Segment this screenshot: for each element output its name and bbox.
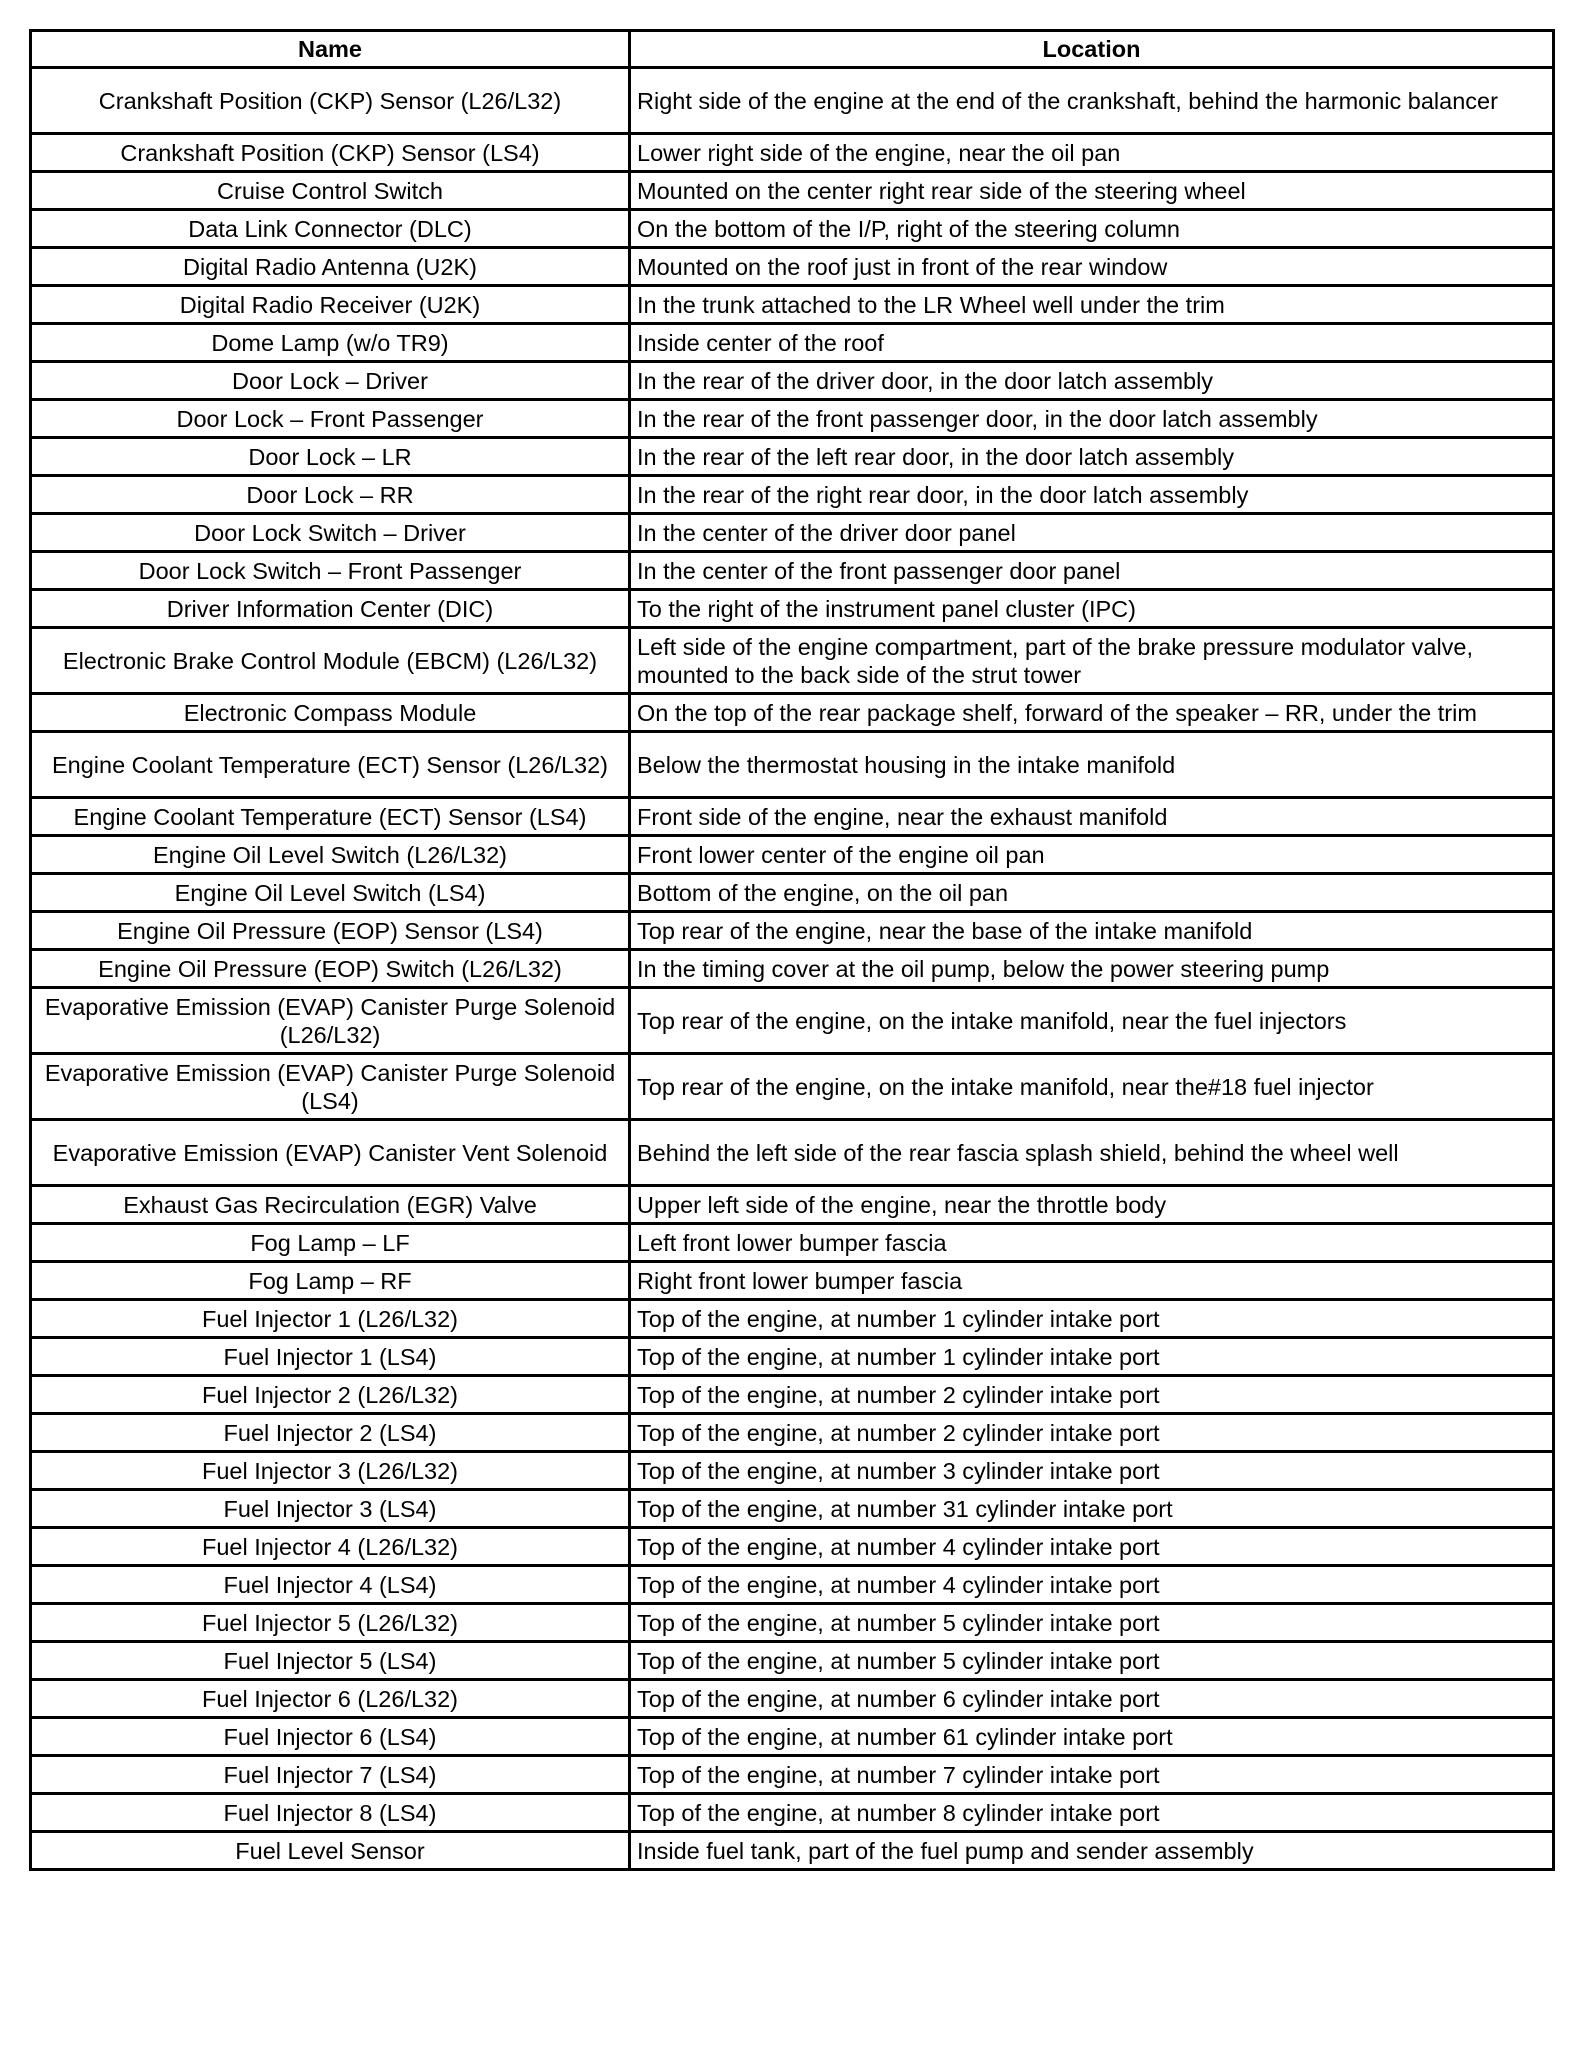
component-location-cell: Top of the engine, at number 4 cylinder intake port: [630, 1566, 1554, 1604]
component-name-cell: Evaporative Emission (EVAP) Canister Purge Solenoid (LS4): [31, 1054, 630, 1120]
component-name-cell: Fuel Injector 5 (LS4): [31, 1642, 630, 1680]
table-row: [31, 628, 1554, 694]
component-name-cell: Fuel Injector 4 (L26/L32): [31, 1528, 630, 1566]
component-name-cell: Fuel Injector 3 (L26/L32): [31, 1452, 630, 1490]
column-header-location: Location: [630, 31, 1554, 68]
table-row: [31, 514, 1554, 552]
component-location-cell: In the timing cover at the oil pump, below the power steering pump: [630, 950, 1554, 988]
table-row: [31, 836, 1554, 874]
table-row: [31, 1832, 1554, 1870]
component-location-cell: Mounted on the roof just in front of the rear window: [630, 248, 1554, 286]
table-row: [31, 950, 1554, 988]
table-row: [31, 1452, 1554, 1490]
table-row: [31, 1054, 1554, 1120]
component-location-cell: In the rear of the driver door, in the door latch assembly: [630, 362, 1554, 400]
component-location-cell: Top of the engine, at number 7 cylinder intake port: [630, 1756, 1554, 1794]
table-row: [31, 1718, 1554, 1756]
component-name-cell: Engine Oil Level Switch (LS4): [31, 874, 630, 912]
component-location-cell: Mounted on the center right rear side of the steering wheel: [630, 172, 1554, 210]
component-name-cell: Exhaust Gas Recirculation (EGR) Valve: [31, 1186, 630, 1224]
component-location-cell: Top of the engine, at number 61 cylinder intake port: [630, 1718, 1554, 1756]
component-location-cell: Top of the engine, at number 2 cylinder intake port: [630, 1414, 1554, 1452]
component-location-cell: Top rear of the engine, near the base of the intake manifold: [630, 912, 1554, 950]
component-location-cell: Front side of the engine, near the exhaust manifold: [630, 798, 1554, 836]
component-location-cell: Inside fuel tank, part of the fuel pump and sender assembly: [630, 1832, 1554, 1870]
component-name-cell: Engine Oil Pressure (EOP) Switch (L26/L32): [31, 950, 630, 988]
component-location-cell: Top of the engine, at number 1 cylinder intake port: [630, 1338, 1554, 1376]
component-location-cell: Right front lower bumper fascia: [630, 1262, 1554, 1300]
component-location-cell: On the bottom of the I/P, right of the steering column: [630, 210, 1554, 248]
table-row: [31, 172, 1554, 210]
component-name-cell: Door Lock – RR: [31, 476, 630, 514]
component-name-cell: Cruise Control Switch: [31, 172, 630, 210]
component-name-cell: Electronic Brake Control Module (EBCM) (L26/L32): [31, 628, 630, 694]
table-row: [31, 874, 1554, 912]
component-name-cell: Door Lock – LR: [31, 438, 630, 476]
component-name-cell: Fuel Injector 5 (L26/L32): [31, 1604, 630, 1642]
component-name-cell: Fuel Injector 2 (LS4): [31, 1414, 630, 1452]
table-row: [31, 1642, 1554, 1680]
component-name-cell: Door Lock Switch – Driver: [31, 514, 630, 552]
table-row: [31, 590, 1554, 628]
component-location-cell: In the center of the driver door panel: [630, 514, 1554, 552]
table-row: [31, 694, 1554, 732]
component-name-cell: Fuel Injector 6 (L26/L32): [31, 1680, 630, 1718]
component-location-cell: Top of the engine, at number 8 cylinder intake port: [630, 1794, 1554, 1832]
component-name-cell: Crankshaft Position (CKP) Sensor (LS4): [31, 134, 630, 172]
table-row: [31, 1338, 1554, 1376]
column-header-name: Name: [31, 31, 630, 68]
component-name-cell: Door Lock – Front Passenger: [31, 400, 630, 438]
component-name-cell: Data Link Connector (DLC): [31, 210, 630, 248]
table-row: [31, 210, 1554, 248]
component-name-cell: Fuel Injector 2 (L26/L32): [31, 1376, 630, 1414]
component-name-cell: Fuel Injector 8 (LS4): [31, 1794, 630, 1832]
component-name-cell: Fuel Injector 1 (LS4): [31, 1338, 630, 1376]
component-location-cell: Top of the engine, at number 5 cylinder intake port: [630, 1642, 1554, 1680]
component-location-cell: Lower right side of the engine, near the oil pan: [630, 134, 1554, 172]
table-row: [31, 1680, 1554, 1718]
component-location-cell: Top of the engine, at number 2 cylinder intake port: [630, 1376, 1554, 1414]
table-row: [31, 732, 1554, 798]
component-name-cell: Fuel Injector 7 (LS4): [31, 1756, 630, 1794]
component-location-cell: Upper left side of the engine, near the throttle body: [630, 1186, 1554, 1224]
table-row: [31, 1300, 1554, 1338]
component-location-cell: Inside center of the roof: [630, 324, 1554, 362]
component-location-cell: Top of the engine, at number 4 cylinder intake port: [630, 1528, 1554, 1566]
component-location-cell: Top rear of the engine, on the intake manifold, near the#18 fuel injector: [630, 1054, 1554, 1120]
table-row: [31, 1186, 1554, 1224]
table-row: [31, 1528, 1554, 1566]
component-location-cell: Top rear of the engine, on the intake manifold, near the fuel injectors: [630, 988, 1554, 1054]
table-row: [31, 1414, 1554, 1452]
component-location-cell: In the rear of the right rear door, in the door latch assembly: [630, 476, 1554, 514]
component-name-cell: Engine Oil Level Switch (L26/L32): [31, 836, 630, 874]
table-row: [31, 1490, 1554, 1528]
component-name-cell: Dome Lamp (w/o TR9): [31, 324, 630, 362]
component-location-cell: Below the thermostat housing in the intake manifold: [630, 732, 1554, 798]
component-name-cell: Digital Radio Receiver (U2K): [31, 286, 630, 324]
table-body: [31, 68, 1554, 1870]
table-header-row: [31, 31, 1554, 68]
table-row: [31, 552, 1554, 590]
component-location-cell: Behind the left side of the rear fascia splash shield, behind the wheel well: [630, 1120, 1554, 1186]
component-name-cell: Fuel Injector 4 (LS4): [31, 1566, 630, 1604]
table-row: [31, 1794, 1554, 1832]
component-name-cell: Fuel Level Sensor: [31, 1832, 630, 1870]
component-name-cell: Electronic Compass Module: [31, 694, 630, 732]
component-location-cell: Front lower center of the engine oil pan: [630, 836, 1554, 874]
table-row: [31, 988, 1554, 1054]
component-location-cell: Left side of the engine compartment, part of the brake pressure modulator valve, mounted to the back side of the strut tower: [630, 628, 1554, 694]
component-location-cell: Right side of the engine at the end of the crankshaft, behind the harmonic balancer: [630, 68, 1554, 134]
component-name-cell: Evaporative Emission (EVAP) Canister Purge Solenoid (L26/L32): [31, 988, 630, 1054]
component-name-cell: Evaporative Emission (EVAP) Canister Vent Solenoid: [31, 1120, 630, 1186]
table-row: [31, 1376, 1554, 1414]
component-name-cell: Digital Radio Antenna (U2K): [31, 248, 630, 286]
component-name-cell: Fuel Injector 6 (LS4): [31, 1718, 630, 1756]
table-row: [31, 362, 1554, 400]
component-location-cell: To the right of the instrument panel cluster (IPC): [630, 590, 1554, 628]
table-row: [31, 248, 1554, 286]
component-location-cell: Top of the engine, at number 6 cylinder intake port: [630, 1680, 1554, 1718]
table-row: [31, 476, 1554, 514]
table-row: [31, 1262, 1554, 1300]
table-row: [31, 1120, 1554, 1186]
component-location-cell: On the top of the rear package shelf, forward of the speaker – RR, under the trim: [630, 694, 1554, 732]
component-location-cell: Bottom of the engine, on the oil pan: [630, 874, 1554, 912]
component-location-cell: Top of the engine, at number 3 cylinder intake port: [630, 1452, 1554, 1490]
component-name-cell: Driver Information Center (DIC): [31, 590, 630, 628]
component-name-cell: Fuel Injector 3 (LS4): [31, 1490, 630, 1528]
component-name-cell: Door Lock – Driver: [31, 362, 630, 400]
table-row: [31, 68, 1554, 134]
component-location-cell: Top of the engine, at number 1 cylinder intake port: [630, 1300, 1554, 1338]
component-location-table: [29, 29, 1555, 1871]
table-row: [31, 1566, 1554, 1604]
component-location-cell: Top of the engine, at number 5 cylinder intake port: [630, 1604, 1554, 1642]
component-name-cell: Crankshaft Position (CKP) Sensor (L26/L32): [31, 68, 630, 134]
component-location-cell: In the rear of the front passenger door, in the door latch assembly: [630, 400, 1554, 438]
component-name-cell: Engine Coolant Temperature (ECT) Sensor (L26/L32): [31, 732, 630, 798]
component-name-cell: Fuel Injector 1 (L26/L32): [31, 1300, 630, 1338]
component-location-cell: Left front lower bumper fascia: [630, 1224, 1554, 1262]
component-location-cell: In the trunk attached to the LR Wheel well under the trim: [630, 286, 1554, 324]
component-location-cell: Top of the engine, at number 31 cylinder intake port: [630, 1490, 1554, 1528]
table-row: [31, 438, 1554, 476]
table-row: [31, 1224, 1554, 1262]
table-row: [31, 912, 1554, 950]
table-row: [31, 324, 1554, 362]
component-name-cell: Fog Lamp – RF: [31, 1262, 630, 1300]
table-row: [31, 400, 1554, 438]
table-row: [31, 286, 1554, 324]
component-location-cell: In the rear of the left rear door, in the door latch assembly: [630, 438, 1554, 476]
component-name-cell: Engine Oil Pressure (EOP) Sensor (LS4): [31, 912, 630, 950]
table-row: [31, 134, 1554, 172]
component-name-cell: Engine Coolant Temperature (ECT) Sensor (LS4): [31, 798, 630, 836]
component-name-cell: Fog Lamp – LF: [31, 1224, 630, 1262]
component-name-cell: Door Lock Switch – Front Passenger: [31, 552, 630, 590]
table-row: [31, 1756, 1554, 1794]
table-row: [31, 798, 1554, 836]
component-location-cell: In the center of the front passenger door panel: [630, 552, 1554, 590]
table-row: [31, 1604, 1554, 1642]
